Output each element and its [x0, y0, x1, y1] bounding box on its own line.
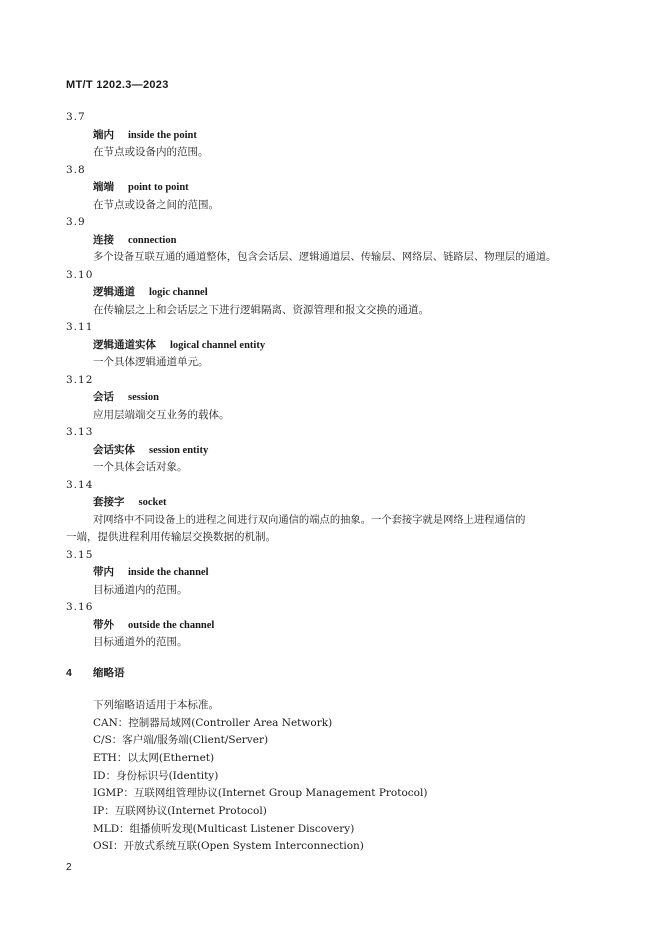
abbreviation-item: IP：互联网协议(Internet Protocol) — [93, 805, 267, 818]
term-entry — [66, 319, 606, 372]
term-number: 3.16 — [66, 601, 94, 613]
term-zh: 逻辑通道实体 — [93, 338, 156, 351]
term-definition-line1: 对网络中不同设备上的进程之间进行双向通信的端点的抽象。一个套接字就是网络上进程通信的 — [93, 513, 526, 526]
term-entry — [66, 267, 606, 320]
term-zh: 端端 — [93, 181, 114, 193]
term-title — [93, 389, 606, 407]
term-number: 3.14 — [66, 478, 94, 491]
term-number: 3.11 — [66, 321, 94, 333]
term-en: logic channel — [149, 287, 208, 298]
term-title — [93, 494, 606, 512]
abbreviation-item: IGMP：互联网组管理协议(Internet Group Management Protocol) — [93, 787, 428, 800]
abbreviation-item: ID：身份标识号(Identity) — [93, 769, 219, 782]
term-number: 3.7 — [66, 111, 86, 123]
term-definition-line2: 一端，提供进程利用传输层交换数据的机制。 — [66, 531, 276, 543]
abbreviation-item: CAN：控制器局域网(Controller Area Network) — [93, 716, 333, 729]
term-title — [93, 179, 606, 197]
abbreviation-item: OSI：开放式系统互联(Open System Interconnection) — [93, 840, 364, 853]
abbreviations-intro: 下列缩略语适用于本标准。 — [93, 699, 219, 711]
term-entry — [66, 547, 606, 600]
term-title — [93, 337, 606, 355]
term-en: inside the point — [128, 129, 197, 141]
term-en: logical channel entity — [170, 339, 266, 351]
term-title — [93, 617, 606, 635]
term-definition: 应用层端端交互业务的载体。 — [93, 408, 230, 421]
section-heading — [66, 665, 125, 680]
term-title — [93, 564, 606, 582]
terms-list — [66, 109, 606, 652]
term-entry — [66, 599, 606, 652]
term-zh: 带外 — [93, 618, 114, 631]
term-title — [93, 127, 606, 145]
abbreviation-item: ETH：以太网(Ethernet) — [93, 751, 215, 764]
term-zh: 会话实体 — [93, 443, 135, 456]
term-en: connection — [128, 234, 177, 246]
section-title: 缩略语 — [93, 667, 125, 679]
term-title — [93, 442, 606, 460]
term-number: 3.12 — [66, 373, 94, 386]
term-definition: 一个具体逻辑通道单元。 — [93, 356, 209, 368]
term-title — [93, 284, 606, 302]
term-definition: 目标通道外的范围。 — [93, 636, 188, 648]
term-entry — [66, 477, 606, 547]
term-entry — [66, 214, 606, 267]
term-number: 3.9 — [66, 216, 86, 228]
term-definition: 在节点或设备内的范围。 — [93, 146, 209, 158]
term-zh: 带内 — [93, 566, 114, 578]
page-number: 2 — [66, 862, 72, 873]
term-zh: 会话 — [93, 391, 114, 403]
term-definition: 一个具体会话对象。 — [93, 461, 188, 473]
term-definition: 在传输层之上和会话层之下进行逻辑隔离、资源管理和报文交换的通道。 — [93, 303, 429, 316]
term-number: 3.8 — [66, 163, 86, 176]
abbreviation-item: MLD：组播侦听发现(Multicast Listener Discovery) — [93, 822, 355, 835]
term-entry — [66, 109, 606, 162]
term-en: session entity — [149, 444, 209, 456]
term-en: socket — [138, 497, 167, 508]
term-zh: 套接字 — [93, 496, 125, 508]
term-title — [93, 232, 606, 250]
term-definition: 多个设备互联互通的通道整体，包含会话层、逻辑通道层、传输层、网络层、链路层、物理层的通道。 — [93, 251, 557, 263]
abbreviation-item: C/S：客户端/服务端(Client/Server) — [93, 734, 269, 747]
term-number: 3.15 — [66, 548, 94, 561]
abbreviations-list — [93, 697, 613, 856]
term-definition: 在节点或设备之间的范围。 — [93, 198, 219, 211]
section-number: 4 — [66, 667, 72, 679]
term-entry — [66, 424, 606, 477]
term-en: point to point — [128, 182, 189, 193]
term-number: 3.13 — [66, 426, 94, 438]
term-entry — [66, 372, 606, 425]
term-number: 3.10 — [66, 268, 94, 281]
term-zh: 逻辑通道 — [93, 286, 135, 298]
standard-code-header: MT/T 1202.3—2023 — [66, 79, 169, 91]
term-entry — [66, 162, 606, 215]
term-en: session — [128, 392, 159, 403]
term-definition: 目标通道内的范围。 — [93, 583, 188, 596]
term-en: outside the channel — [128, 619, 215, 631]
term-zh: 连接 — [93, 233, 114, 246]
term-en: inside the channel — [128, 567, 209, 578]
term-zh: 端内 — [93, 128, 114, 141]
